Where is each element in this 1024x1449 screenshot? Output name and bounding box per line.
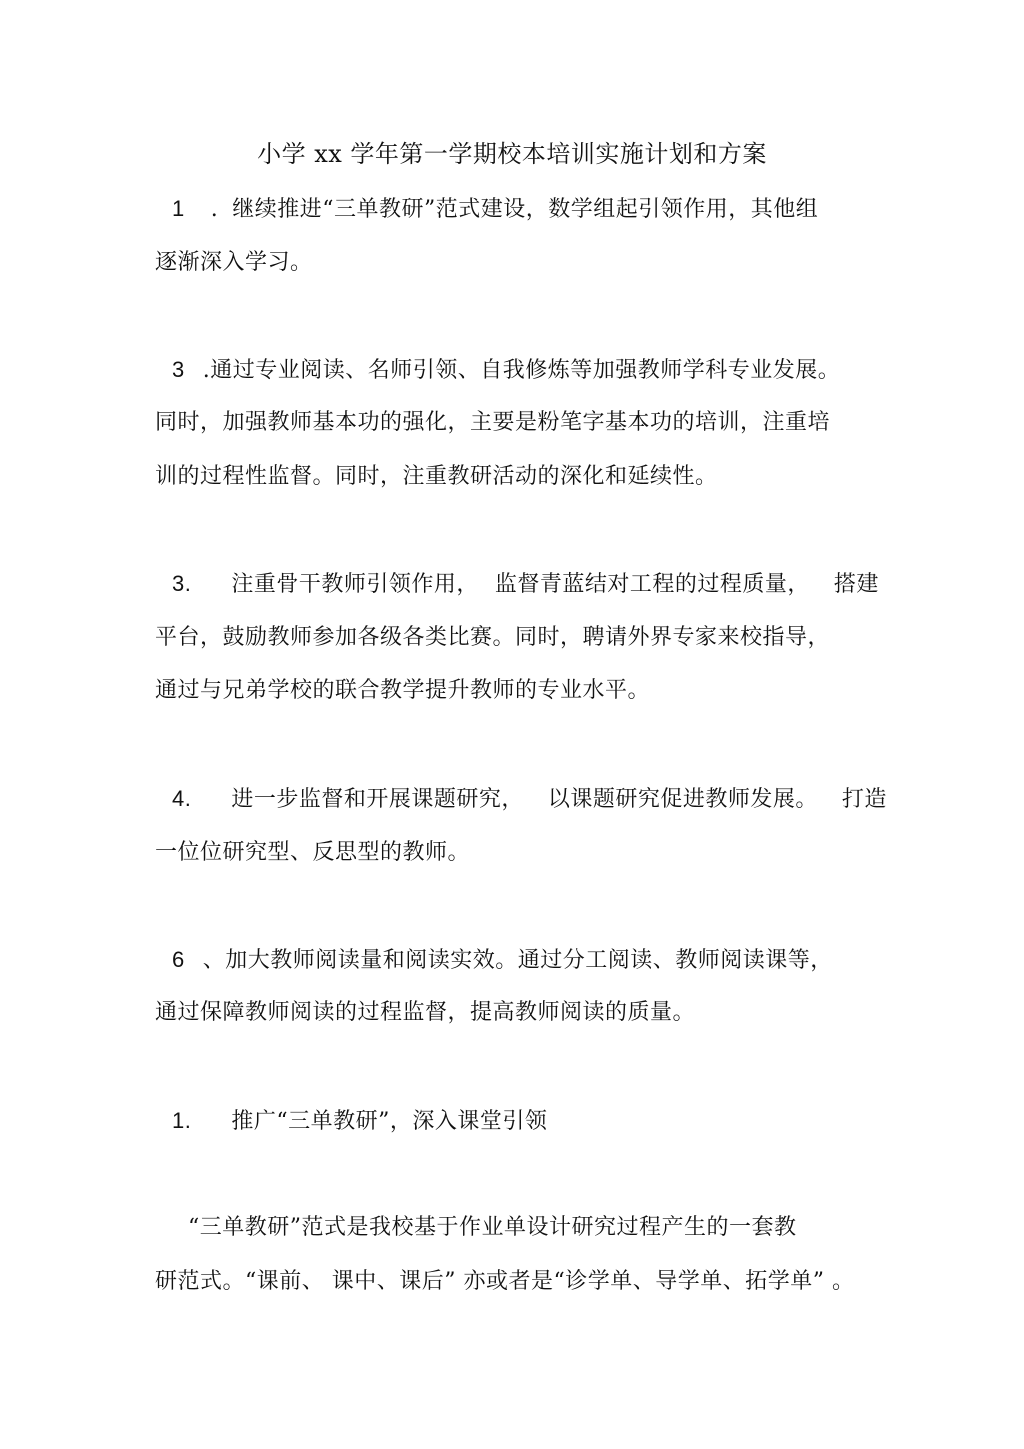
paragraph-1-line-2: 逐渐深入学习。 <box>155 250 313 275</box>
paragraph-3-line-3: 通过与兄弟学校的联合教学提升教师的专业水平。 <box>155 678 651 703</box>
paragraph-5-line-1 <box>172 945 833 976</box>
document-title: 小学 xx 学年第一学期校本培训实施计划和方案 <box>257 140 767 168</box>
paragraph-6-line-1 <box>172 1106 547 1137</box>
paragraph-4-text-3: 打造 <box>841 787 887 812</box>
paragraph-5-text-1: 、加大教师阅读量和阅读实效。通过分工阅读、教师阅读课等， <box>202 948 833 973</box>
paragraph-4-line-2: 一位位研究型、反思型的教师。 <box>155 840 471 865</box>
paragraph-2-line-1 <box>172 355 840 386</box>
paragraph-2-text-1: .通过专业阅读、名师引领、自我修炼等加强教师学科专业发展。 <box>202 358 841 383</box>
paragraph-6-number: 1. <box>172 1108 192 1133</box>
paragraph-7-line-1: “三单教研”范式是我校基于作业单设计研究过程产生的一套教 <box>188 1215 797 1240</box>
paragraph-1-text-1: 继续推进“三单教研”范式建设，数学组起引领作用，其他组 <box>232 197 819 222</box>
paragraph-3-number: 3. <box>172 571 192 596</box>
paragraph-2-line-3: 训的过程性监督。同时，注重教研活动的深化和延续性。 <box>155 464 718 489</box>
paragraph-1-number: 1 <box>172 196 185 221</box>
paragraph-7-line-2: 研范式。“课前、 课中、课后” 亦或者是“诊学单、导学单、拓学单” 。 <box>155 1269 855 1294</box>
paragraph-3-text-1: 注重骨干教师引领作用， <box>231 572 479 597</box>
paragraph-6-text-1: 推广“三单教研”，深入课堂引领 <box>231 1109 548 1134</box>
paragraph-3-line-2: 平台，鼓励教师参加各级各类比赛。同时，聘请外界专家来校指导， <box>155 625 831 650</box>
paragraph-3-text-2: 监督青蓝结对工程的过程质量， <box>494 572 810 597</box>
paragraph-4-number: 4. <box>172 786 192 811</box>
paragraph-4-line-1 <box>172 784 887 815</box>
paragraph-1-line-1 <box>172 194 818 225</box>
paragraph-4-text-1: 进一步监督和开展课题研究， <box>231 787 524 812</box>
paragraph-5-line-2: 通过保障教师阅读的过程监督，提高教师阅读的质量。 <box>155 1000 696 1025</box>
paragraph-3-text-3: 搭建 <box>833 572 879 597</box>
paragraph-1-separator: . <box>210 197 219 222</box>
paragraph-2-line-2: 同时，加强教师基本功的强化，主要是粉笔字基本功的培训，注重培 <box>155 410 831 435</box>
paragraph-5-number: 6 <box>172 947 185 972</box>
paragraph-4-text-2: 以课题研究促进教师发展。 <box>547 787 818 812</box>
paragraph-2-number: 3 <box>172 357 185 382</box>
paragraph-3-line-1 <box>172 569 879 600</box>
